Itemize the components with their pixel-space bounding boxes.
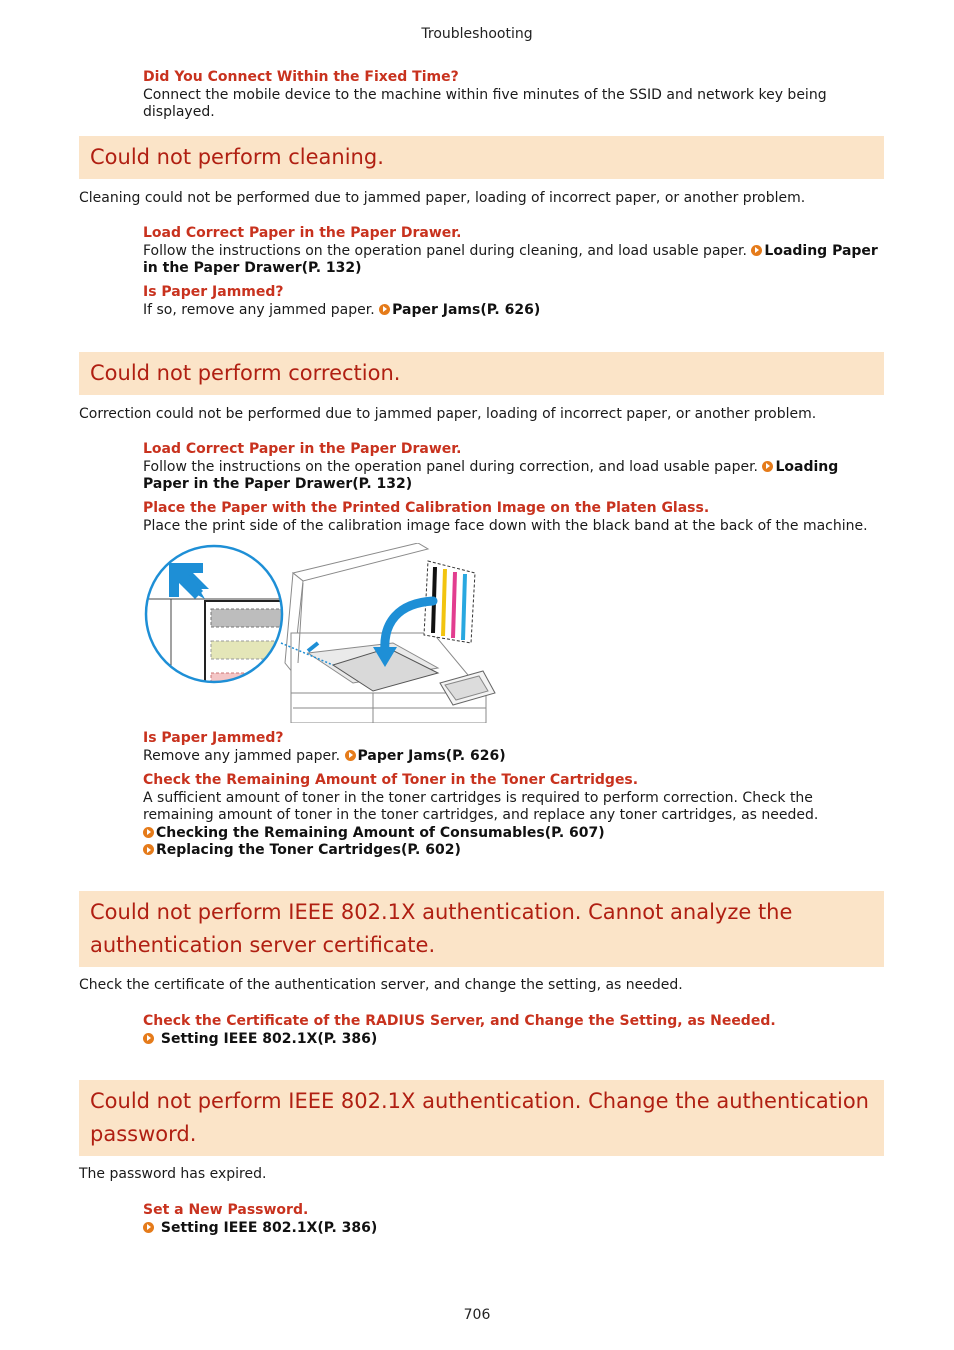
item-set-new-password (143, 1202, 885, 1237)
item-load-paper-correction (143, 441, 885, 494)
platen-glass-illustration (143, 543, 501, 723)
link-checking-consumables[interactable]: Checking the Remaining Amount of Consumables(P. 607) (143, 825, 885, 843)
running-header: Troubleshooting (421, 26, 533, 42)
section-title-ieee-certificate (79, 891, 884, 967)
link-loading-paper[interactable]: Loading Paper in the Paper Drawer(P. 132) (143, 242, 878, 276)
section-title-text: Could not perform correction. (90, 361, 401, 385)
item-heading: Did You Connect Within the Fixed Time? (143, 69, 459, 85)
item-heading: Place the Paper with the Printed Calibration Image on the Platen Glass. (143, 500, 710, 516)
link-loading-paper[interactable]: Loading Paper in the Paper Drawer(P. 132) (143, 458, 839, 492)
section-title-text: Could not perform cleaning. (90, 145, 384, 169)
link-paper-jams[interactable]: Paper Jams(P. 626) (345, 748, 506, 764)
section-intro: Check the certificate of the authentication server, and change the setting, as needed. (79, 977, 683, 993)
link-arrow-icon (379, 304, 390, 315)
item-heading: Check the Certificate of the RADIUS Server, and Change the Setting, as Needed. (143, 1013, 776, 1029)
item-text: Connect the mobile device to the machine within five minutes of the SSID and network key being displayed. (143, 86, 827, 120)
link-arrow-icon (751, 245, 762, 256)
item-heading: Load Correct Paper in the Paper Drawer. (143, 441, 462, 457)
item-check-toner (143, 772, 885, 860)
item-text: Remove any jammed paper. Paper Jams(P. 626) (143, 747, 506, 764)
link-arrow-icon (143, 1033, 154, 1044)
link-setting-ieee[interactable]: Setting IEEE 802.1X(P. 386) (143, 1031, 885, 1049)
item-text: A sufficient amount of toner in the toner cartridges is required to perform correction. Check the remaining amount of toner in the toner cartridges, and replace any toner cartridges, as needed. (143, 789, 819, 823)
top-item (143, 69, 885, 122)
item-paper-jammed-correction (143, 730, 885, 765)
section-intro: Cleaning could not be performed due to jammed paper, loading of incorrect paper, or another problem. (79, 190, 806, 206)
item-heading: Load Correct Paper in the Paper Drawer. (143, 225, 462, 241)
link-arrow-icon (143, 827, 154, 838)
link-setting-ieee[interactable]: Setting IEEE 802.1X(P. 386) (143, 1220, 885, 1238)
section-title-correction (79, 352, 884, 395)
item-heading: Is Paper Jammed? (143, 284, 284, 300)
link-replacing-toner[interactable]: Replacing the Toner Cartridges(P. 602) (143, 842, 885, 860)
section-intro: Correction could not be performed due to jammed paper, loading of incorrect paper, or another problem. (79, 406, 817, 422)
section-title-ieee-password (79, 1080, 884, 1156)
link-arrow-icon (762, 461, 773, 472)
section-intro: The password has expired. (79, 1166, 267, 1182)
item-text: Place the print side of the calibration image face down with the black band at the back of the machine. (143, 517, 868, 534)
zoom-detail-circle (143, 546, 305, 691)
item-check-radius-certificate (143, 1013, 885, 1048)
item-text: Follow the instructions on the operation panel during correction, and load usable paper. Loading Paper in the Paper Drawer(P. 132) (143, 458, 839, 492)
link-paper-jams[interactable]: Paper Jams(P. 626) (379, 302, 540, 318)
page-number: 706 (463, 1307, 491, 1323)
section-title-text: Could not perform IEEE 802.1X authentication. Change the authentication password. (90, 1089, 869, 1146)
item-text: If so, remove any jammed paper. Paper Jams(P. 626) (143, 301, 541, 318)
item-heading: Is Paper Jammed? (143, 730, 284, 746)
section-title-cleaning (79, 136, 884, 179)
link-arrow-icon (143, 844, 154, 855)
item-heading: Set a New Password. (143, 1202, 309, 1218)
link-arrow-icon (345, 750, 356, 761)
item-paper-jammed-cleaning (143, 284, 885, 319)
link-arrow-icon (143, 1222, 154, 1233)
item-text: Follow the instructions on the operation panel during cleaning, and load usable paper. Loading Paper in the Paper Drawer(P. 132) (143, 242, 878, 276)
item-heading: Check the Remaining Amount of Toner in the Toner Cartridges. (143, 772, 639, 788)
item-load-paper-cleaning (143, 225, 885, 278)
item-place-calibration (143, 500, 885, 535)
section-title-text: Could not perform IEEE 802.1X authentication. Cannot analyze the authentication server certificate. (90, 900, 793, 957)
